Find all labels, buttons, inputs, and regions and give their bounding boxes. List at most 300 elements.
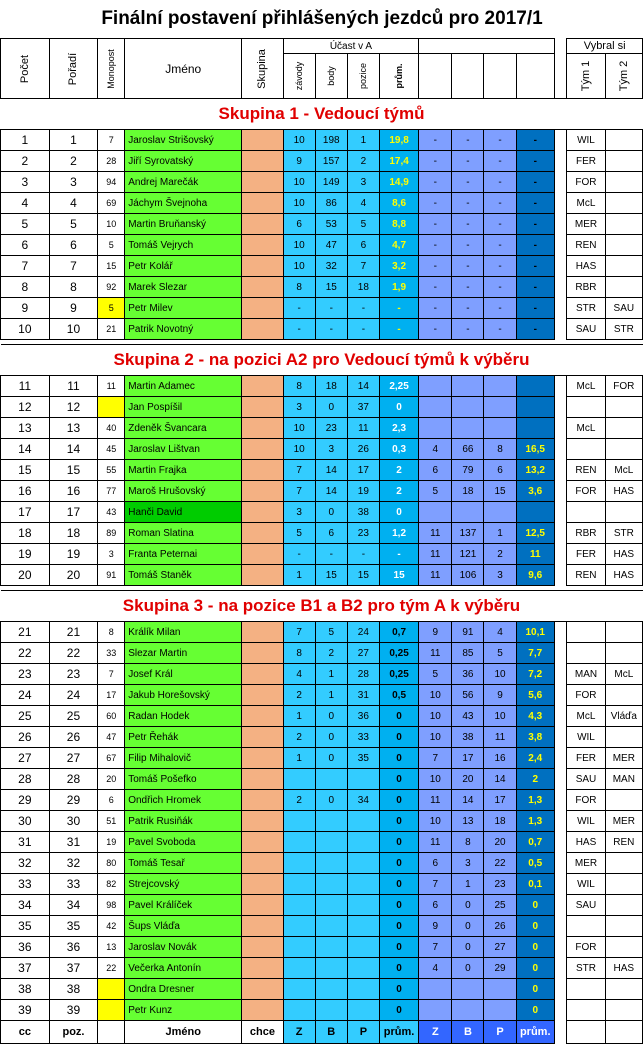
cell-a-zavody: 7 bbox=[283, 460, 315, 481]
table-row bbox=[1, 235, 643, 256]
table-row bbox=[1, 643, 643, 664]
cell-poradi: 5 bbox=[49, 214, 98, 235]
spacer-cell bbox=[554, 481, 566, 502]
spacer-cell bbox=[554, 1000, 566, 1021]
cell-tym1 bbox=[567, 1000, 605, 1021]
cell-a-zavody bbox=[283, 895, 315, 916]
cell-poradi: 4 bbox=[49, 193, 98, 214]
cell-tym2 bbox=[605, 916, 642, 937]
cell-b-pozice: - bbox=[484, 319, 516, 340]
cell-skupina bbox=[242, 256, 283, 277]
cell-a-prum: 0 bbox=[379, 397, 418, 418]
cell-skupina bbox=[242, 214, 283, 235]
cell-b-prum: 0 bbox=[516, 937, 554, 958]
cell-poradi: 7 bbox=[49, 256, 98, 277]
cell-a-zavody: 8 bbox=[283, 277, 315, 298]
col-poradi: Pořadí bbox=[49, 39, 98, 99]
cell-a-zavody: 10 bbox=[283, 172, 315, 193]
cell-pocet: 34 bbox=[1, 895, 50, 916]
foot-ap: P bbox=[347, 1021, 379, 1044]
col-skupina: Skupina bbox=[242, 39, 283, 99]
cell-pocet: 22 bbox=[1, 643, 50, 664]
cell-b-prum: 3,6 bbox=[516, 481, 554, 502]
cell-b-body: 91 bbox=[452, 622, 484, 643]
table-row bbox=[1, 958, 643, 979]
cell-pocet: 29 bbox=[1, 790, 50, 811]
cell-monopost: 45 bbox=[98, 439, 125, 460]
cell-a-pozice: 34 bbox=[347, 790, 379, 811]
cell-a-body bbox=[315, 895, 347, 916]
cell-a-pozice: 37 bbox=[347, 397, 379, 418]
cell-b-prum: 4,3 bbox=[516, 706, 554, 727]
cell-skupina bbox=[242, 319, 283, 340]
cell-monopost: 19 bbox=[98, 832, 125, 853]
cell-b-zavody: - bbox=[419, 235, 452, 256]
cell-b-zavody: 11 bbox=[419, 643, 452, 664]
cell-a-zavody: 1 bbox=[283, 565, 315, 586]
cell-b-pozice: - bbox=[484, 130, 516, 151]
cell-b-body: 20 bbox=[452, 769, 484, 790]
cell-b-prum: 10,1 bbox=[516, 622, 554, 643]
cell-poradi: 32 bbox=[49, 853, 98, 874]
spacer bbox=[554, 39, 566, 99]
cell-b-pozice: 5 bbox=[484, 643, 516, 664]
cell-jmeno: Tomáš Pošefko bbox=[125, 769, 242, 790]
cell-b-pozice: 26 bbox=[484, 916, 516, 937]
cell-skupina bbox=[242, 853, 283, 874]
cell-monopost: 17 bbox=[98, 685, 125, 706]
cell-b-zavody bbox=[419, 1000, 452, 1021]
cell-tym2 bbox=[605, 151, 642, 172]
spacer-cell bbox=[554, 811, 566, 832]
cell-a-prum: 1,9 bbox=[379, 277, 418, 298]
cell-a-prum: 0 bbox=[379, 895, 418, 916]
cell-b-zavody: 4 bbox=[419, 958, 452, 979]
cell-b-body: 0 bbox=[452, 895, 484, 916]
cell-a-pozice: 33 bbox=[347, 727, 379, 748]
cell-monopost: 55 bbox=[98, 460, 125, 481]
cell-tym1 bbox=[567, 622, 605, 643]
cell-monopost: 89 bbox=[98, 523, 125, 544]
cell-pocet: 30 bbox=[1, 811, 50, 832]
cell-pocet: 39 bbox=[1, 1000, 50, 1021]
cell-poradi: 30 bbox=[49, 811, 98, 832]
col-jmeno: Jméno bbox=[125, 39, 242, 99]
cell-a-prum: 3,2 bbox=[379, 256, 418, 277]
cell-b-zavody: 10 bbox=[419, 706, 452, 727]
spacer-cell bbox=[554, 256, 566, 277]
spacer-cell bbox=[554, 748, 566, 769]
cell-monopost: 5 bbox=[98, 235, 125, 256]
cell-b-pozice: 14 bbox=[484, 769, 516, 790]
cell-tym1: HAS bbox=[567, 832, 605, 853]
cell-b-zavody: 7 bbox=[419, 748, 452, 769]
cell-b-prum: - bbox=[516, 130, 554, 151]
cell-jmeno: Roman Slatina bbox=[125, 523, 242, 544]
cell-jmeno: Tomáš Staněk bbox=[125, 565, 242, 586]
cell-b-body: 43 bbox=[452, 706, 484, 727]
cell-pocet: 7 bbox=[1, 256, 50, 277]
cell-monopost: 92 bbox=[98, 277, 125, 298]
cell-a-pozice bbox=[347, 937, 379, 958]
cell-poradi: 37 bbox=[49, 958, 98, 979]
cell-jmeno: Petr Řehák bbox=[125, 727, 242, 748]
cell-pocet: 12 bbox=[1, 397, 50, 418]
cell-tym1: FOR bbox=[567, 937, 605, 958]
cell-a-zavody bbox=[283, 832, 315, 853]
cell-b-zavody: 4 bbox=[419, 439, 452, 460]
spacer-cell bbox=[554, 235, 566, 256]
cell-b-pozice bbox=[484, 397, 516, 418]
col-a-pozice: pozice bbox=[347, 54, 379, 99]
cell-a-zavody: 8 bbox=[283, 376, 315, 397]
spacer-cell bbox=[554, 685, 566, 706]
cell-monopost: 77 bbox=[98, 481, 125, 502]
cell-pocet: 35 bbox=[1, 916, 50, 937]
cell-b-pozice: 6 bbox=[484, 460, 516, 481]
cell-b-zavody bbox=[419, 502, 452, 523]
cell-a-prum: 0 bbox=[379, 790, 418, 811]
cell-a-zavody: - bbox=[283, 544, 315, 565]
table-row bbox=[1, 937, 643, 958]
cell-tym2 bbox=[605, 277, 642, 298]
cell-b-prum: 1,3 bbox=[516, 811, 554, 832]
cell-b-zavody bbox=[419, 397, 452, 418]
cell-tym1: MER bbox=[567, 853, 605, 874]
cell-monopost: 67 bbox=[98, 748, 125, 769]
cell-a-body: 5 bbox=[315, 622, 347, 643]
cell-pocet: 32 bbox=[1, 853, 50, 874]
cell-tym2: STR bbox=[605, 319, 642, 340]
cell-b-body: 121 bbox=[452, 544, 484, 565]
cell-jmeno: Radan Hodek bbox=[125, 706, 242, 727]
cell-b-body: 79 bbox=[452, 460, 484, 481]
cell-poradi: 28 bbox=[49, 769, 98, 790]
spacer-cell bbox=[554, 937, 566, 958]
header-row-1 bbox=[1, 39, 643, 54]
spacer-cell bbox=[554, 727, 566, 748]
cell-skupina bbox=[242, 937, 283, 958]
cell-b-zavody: - bbox=[419, 130, 452, 151]
cell-b-prum: 0 bbox=[516, 1000, 554, 1021]
cell-b-zavody: - bbox=[419, 151, 452, 172]
cell-b-pozice: 9 bbox=[484, 685, 516, 706]
cell-a-prum: 8,8 bbox=[379, 214, 418, 235]
cell-b-prum: - bbox=[516, 319, 554, 340]
cell-poradi: 38 bbox=[49, 979, 98, 1000]
cell-a-body bbox=[315, 769, 347, 790]
cell-b-pozice bbox=[484, 376, 516, 397]
cell-b-prum: 5,6 bbox=[516, 685, 554, 706]
table-row bbox=[1, 544, 643, 565]
cell-a-prum: 1,2 bbox=[379, 523, 418, 544]
cell-tym1: REN bbox=[567, 460, 605, 481]
cell-jmeno: Petr Kunz bbox=[125, 1000, 242, 1021]
cell-b-zavody: 11 bbox=[419, 832, 452, 853]
table-row bbox=[1, 193, 643, 214]
table-row bbox=[1, 874, 643, 895]
cell-a-body: 1 bbox=[315, 685, 347, 706]
cell-jmeno: Jakub Horešovský bbox=[125, 685, 242, 706]
cell-jmeno: Patrik Novotný bbox=[125, 319, 242, 340]
cell-jmeno: Filip Mihalovič bbox=[125, 748, 242, 769]
cell-monopost bbox=[98, 979, 125, 1000]
cell-a-body bbox=[315, 958, 347, 979]
cell-a-prum: 0,3 bbox=[379, 439, 418, 460]
cell-b-pozice: 15 bbox=[484, 481, 516, 502]
cell-poradi: 39 bbox=[49, 1000, 98, 1021]
cell-a-prum: - bbox=[379, 544, 418, 565]
col-b-body: body bbox=[452, 54, 484, 99]
table-row bbox=[1, 832, 643, 853]
cell-tym1: SAU bbox=[567, 895, 605, 916]
foot-cc: cc bbox=[1, 1021, 50, 1044]
cell-b-pozice: - bbox=[484, 193, 516, 214]
cell-b-prum: 0 bbox=[516, 895, 554, 916]
cell-jmeno: Ondřich Hromek bbox=[125, 790, 242, 811]
cell-poradi: 35 bbox=[49, 916, 98, 937]
cell-pocet: 19 bbox=[1, 544, 50, 565]
cell-a-zavody bbox=[283, 769, 315, 790]
cell-b-body bbox=[452, 1000, 484, 1021]
cell-b-prum: - bbox=[516, 193, 554, 214]
col-a-body: body bbox=[315, 54, 347, 99]
foot-poz: poz. bbox=[49, 1021, 98, 1044]
cell-poradi: 21 bbox=[49, 622, 98, 643]
cell-monopost: 33 bbox=[98, 643, 125, 664]
cell-monopost: 8 bbox=[98, 622, 125, 643]
cell-b-pozice: - bbox=[484, 151, 516, 172]
cell-b-pozice: - bbox=[484, 172, 516, 193]
cell-jmeno: Hanči David bbox=[125, 502, 242, 523]
spacer-cell bbox=[554, 397, 566, 418]
cell-b-prum: - bbox=[516, 256, 554, 277]
cell-b-zavody: 10 bbox=[419, 685, 452, 706]
cell-jmeno: Petr Kolář bbox=[125, 256, 242, 277]
cell-skupina bbox=[242, 460, 283, 481]
cell-tym2: FOR bbox=[605, 376, 642, 397]
cell-jmeno: Králík Milan bbox=[125, 622, 242, 643]
cell-b-prum: - bbox=[516, 277, 554, 298]
cell-tym1: FOR bbox=[567, 481, 605, 502]
cell-poradi: 14 bbox=[49, 439, 98, 460]
cell-a-zavody bbox=[283, 811, 315, 832]
cell-pocet: 28 bbox=[1, 769, 50, 790]
cell-a-body bbox=[315, 916, 347, 937]
cell-tym2: McL bbox=[605, 460, 642, 481]
table-row bbox=[1, 895, 643, 916]
cell-a-pozice: 27 bbox=[347, 643, 379, 664]
cell-pocet: 14 bbox=[1, 439, 50, 460]
cell-b-prum: 7,7 bbox=[516, 643, 554, 664]
table-row bbox=[1, 460, 643, 481]
cell-a-pozice bbox=[347, 958, 379, 979]
cell-a-zavody: 3 bbox=[283, 397, 315, 418]
cell-a-body bbox=[315, 811, 347, 832]
spacer-cell bbox=[554, 151, 566, 172]
cell-a-pozice: 1 bbox=[347, 130, 379, 151]
cell-a-body: 0 bbox=[315, 790, 347, 811]
cell-b-pozice: 10 bbox=[484, 706, 516, 727]
spacer-cell bbox=[554, 319, 566, 340]
cell-a-pozice: - bbox=[347, 544, 379, 565]
cell-tym2 bbox=[605, 439, 642, 460]
cell-jmeno: Maroš Hrušovský bbox=[125, 481, 242, 502]
cell-b-prum: 7,2 bbox=[516, 664, 554, 685]
cell-a-pozice: - bbox=[347, 319, 379, 340]
cell-tym1 bbox=[567, 979, 605, 1000]
cell-b-prum: 0,1 bbox=[516, 874, 554, 895]
cell-a-pozice: 14 bbox=[347, 376, 379, 397]
cell-a-zavody: 10 bbox=[283, 439, 315, 460]
cell-b-pozice: 20 bbox=[484, 832, 516, 853]
cell-a-prum: 2,25 bbox=[379, 376, 418, 397]
cell-jmeno: Franta Peternai bbox=[125, 544, 242, 565]
table-row bbox=[1, 151, 643, 172]
table-row bbox=[1, 298, 643, 319]
cell-a-prum: 0 bbox=[379, 853, 418, 874]
cell-jmeno: Martin Frajka bbox=[125, 460, 242, 481]
cell-a-pozice: 23 bbox=[347, 523, 379, 544]
spacer-cell bbox=[554, 193, 566, 214]
cell-tym1: WIL bbox=[567, 874, 605, 895]
cell-a-zavody bbox=[283, 874, 315, 895]
table-row bbox=[1, 523, 643, 544]
cell-tym2 bbox=[605, 214, 642, 235]
cell-a-prum: - bbox=[379, 319, 418, 340]
cell-b-pozice: 22 bbox=[484, 853, 516, 874]
cell-monopost: 98 bbox=[98, 895, 125, 916]
cell-a-body: 86 bbox=[315, 193, 347, 214]
cell-jmeno: Jáchym Švejnoha bbox=[125, 193, 242, 214]
cell-a-body: 14 bbox=[315, 460, 347, 481]
table-body bbox=[1, 99, 643, 1021]
table-row bbox=[1, 769, 643, 790]
cell-b-prum: - bbox=[516, 151, 554, 172]
cell-a-zavody: 10 bbox=[283, 418, 315, 439]
cell-a-body: 0 bbox=[315, 397, 347, 418]
cell-tym1: STR bbox=[567, 298, 605, 319]
cell-tym1: RBR bbox=[567, 277, 605, 298]
cell-b-body bbox=[452, 376, 484, 397]
cell-b-pozice: 16 bbox=[484, 748, 516, 769]
cell-b-prum: 13,2 bbox=[516, 460, 554, 481]
col-tym1: Tým 1 bbox=[567, 54, 605, 99]
cell-a-pozice: 11 bbox=[347, 418, 379, 439]
cell-b-body: - bbox=[452, 193, 484, 214]
cell-tym2 bbox=[605, 397, 642, 418]
cell-jmeno: Pavel Králíček bbox=[125, 895, 242, 916]
cell-pocet: 8 bbox=[1, 277, 50, 298]
cell-a-prum: 0 bbox=[379, 748, 418, 769]
cell-b-pozice bbox=[484, 502, 516, 523]
spacer-cell bbox=[554, 130, 566, 151]
cell-b-zavody: - bbox=[419, 277, 452, 298]
cell-monopost: 47 bbox=[98, 727, 125, 748]
cell-a-body: 53 bbox=[315, 214, 347, 235]
cell-b-pozice: 29 bbox=[484, 958, 516, 979]
cell-jmeno: Martin Bruňanský bbox=[125, 214, 242, 235]
foot-bp: P bbox=[484, 1021, 516, 1044]
cell-poradi: 2 bbox=[49, 151, 98, 172]
cell-tym2: HAS bbox=[605, 565, 642, 586]
cell-b-zavody: 9 bbox=[419, 916, 452, 937]
group-heading-row bbox=[1, 99, 643, 130]
cell-b-body: 36 bbox=[452, 664, 484, 685]
cell-pocet: 3 bbox=[1, 172, 50, 193]
cell-b-prum: 9,6 bbox=[516, 565, 554, 586]
cell-skupina bbox=[242, 565, 283, 586]
cell-b-pozice bbox=[484, 1000, 516, 1021]
cell-tym1: WIL bbox=[567, 727, 605, 748]
cell-b-prum: 0,7 bbox=[516, 832, 554, 853]
cell-pocet: 27 bbox=[1, 748, 50, 769]
foot-spacer bbox=[554, 1021, 566, 1044]
cell-tym1: RBR bbox=[567, 523, 605, 544]
cell-b-prum bbox=[516, 376, 554, 397]
spacer-cell bbox=[554, 172, 566, 193]
cell-pocet: 13 bbox=[1, 418, 50, 439]
cell-b-zavody: 6 bbox=[419, 895, 452, 916]
cell-a-zavody: - bbox=[283, 319, 315, 340]
cell-tym2: HAS bbox=[605, 544, 642, 565]
cell-b-pozice: 8 bbox=[484, 439, 516, 460]
cell-monopost: 82 bbox=[98, 874, 125, 895]
cell-tym1: SAU bbox=[567, 769, 605, 790]
cell-pocet: 5 bbox=[1, 214, 50, 235]
cell-a-zavody: 10 bbox=[283, 235, 315, 256]
cell-tym1: FER bbox=[567, 748, 605, 769]
cell-b-zavody bbox=[419, 376, 452, 397]
cell-poradi: 26 bbox=[49, 727, 98, 748]
table-row bbox=[1, 706, 643, 727]
cell-skupina bbox=[242, 376, 283, 397]
cell-skupina bbox=[242, 151, 283, 172]
cell-monopost: 40 bbox=[98, 418, 125, 439]
cell-b-body: - bbox=[452, 130, 484, 151]
cell-a-zavody: 10 bbox=[283, 193, 315, 214]
cell-tym2: MER bbox=[605, 748, 642, 769]
cell-pocet: 25 bbox=[1, 706, 50, 727]
spacer-cell bbox=[554, 790, 566, 811]
standings-table bbox=[0, 38, 643, 1044]
cell-monopost: 69 bbox=[98, 193, 125, 214]
cell-b-prum: 16,5 bbox=[516, 439, 554, 460]
cell-a-zavody: 9 bbox=[283, 151, 315, 172]
foot-az: Z bbox=[283, 1021, 315, 1044]
table-row bbox=[1, 439, 643, 460]
cell-b-body: - bbox=[452, 319, 484, 340]
cell-monopost: 10 bbox=[98, 214, 125, 235]
cell-a-body bbox=[315, 979, 347, 1000]
col-group-vybral: Vybral si bbox=[567, 39, 643, 54]
cell-jmeno: Andrej Marečák bbox=[125, 172, 242, 193]
cell-pocet: 18 bbox=[1, 523, 50, 544]
cell-b-prum: 0 bbox=[516, 916, 554, 937]
cell-a-body: 32 bbox=[315, 256, 347, 277]
cell-b-pozice: 2 bbox=[484, 544, 516, 565]
cell-a-prum: 0,5 bbox=[379, 685, 418, 706]
cell-b-pozice: 23 bbox=[484, 874, 516, 895]
cell-b-body: 106 bbox=[452, 565, 484, 586]
cell-a-prum: 0 bbox=[379, 727, 418, 748]
cell-pocet: 26 bbox=[1, 727, 50, 748]
cell-a-zavody: 3 bbox=[283, 502, 315, 523]
cell-b-prum: 2 bbox=[516, 769, 554, 790]
cell-a-pozice: 6 bbox=[347, 235, 379, 256]
cell-a-prum: - bbox=[379, 298, 418, 319]
cell-jmeno: Jaroslav Lištvan bbox=[125, 439, 242, 460]
